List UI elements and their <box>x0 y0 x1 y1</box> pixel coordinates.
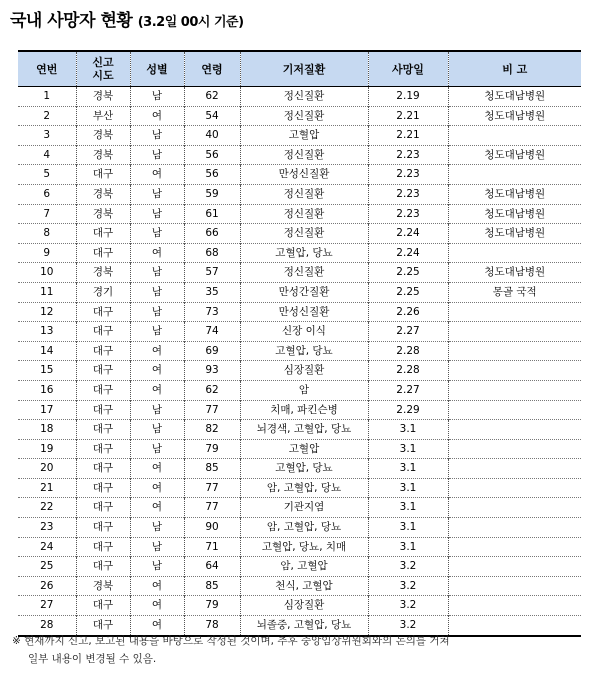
cell-col-sex: 남 <box>130 557 184 577</box>
cell-col-remark <box>448 518 581 538</box>
cell-col-date: 3.1 <box>368 498 448 518</box>
table-row <box>18 557 581 577</box>
table-row <box>18 145 581 165</box>
table-row <box>18 322 581 342</box>
cell-col-no: 10 <box>40 266 54 279</box>
cell-col-disease: 심장질환 <box>240 361 368 381</box>
cell-col-disease: 정신질환 <box>240 224 368 244</box>
cell-col-region: 대구 <box>76 439 130 459</box>
cell-col-remark <box>448 322 581 342</box>
cell-col-sex: 남 <box>130 439 184 459</box>
cell-col-remark <box>448 243 581 263</box>
cell-col-disease: 정신질환 <box>240 87 368 107</box>
cell-col-age: 64 <box>184 557 240 577</box>
cell-col-region: 경북 <box>76 576 130 596</box>
cell-col-sex: 남 <box>130 184 184 204</box>
cell-col-region: 대구 <box>76 596 130 616</box>
cell-col-disease: 뇌경색, 고혈압, 당뇨 <box>240 420 368 440</box>
cell-col-region: 경북 <box>76 126 130 146</box>
cell-col-region: 경북 <box>76 87 130 107</box>
cell-col-age: 71 <box>184 537 240 557</box>
cell-col-remark: 청도대남병원 <box>448 263 581 283</box>
cell-col-date: 2.28 <box>368 341 448 361</box>
cell-col-age: 68 <box>184 243 240 263</box>
cell-col-sex: 남 <box>130 204 184 224</box>
table-row <box>18 263 581 283</box>
table-row <box>18 361 581 381</box>
cell-col-disease: 암, 고혈압 <box>240 557 368 577</box>
table-row <box>18 341 581 361</box>
cell-col-sex: 남 <box>130 400 184 420</box>
cell-col-no: 3 <box>43 129 51 142</box>
cell-col-no: 22 <box>40 501 54 514</box>
cell-col-region: 경기 <box>76 282 130 302</box>
cell-col-no: 15 <box>40 364 54 377</box>
cell-col-disease: 정신질환 <box>240 263 368 283</box>
header-col-date: 사망일 <box>368 51 448 87</box>
header-col-age: 연령 <box>184 51 240 87</box>
cell-col-disease: 만성간질환 <box>240 282 368 302</box>
cell-col-age: 54 <box>184 106 240 126</box>
cell-col-age: 85 <box>184 576 240 596</box>
cell-col-no: 18 <box>40 423 54 436</box>
cell-col-date: 2.21 <box>368 106 448 126</box>
page-title <box>10 6 244 31</box>
cell-col-remark <box>448 439 581 459</box>
cell-col-date: 2.25 <box>368 282 448 302</box>
cell-col-age: 66 <box>184 224 240 244</box>
cell-col-region: 대구 <box>76 478 130 498</box>
header-col-remark: 비 고 <box>448 51 581 87</box>
cell-col-region: 대구 <box>76 498 130 518</box>
cell-col-age: 69 <box>184 341 240 361</box>
table-row <box>18 224 581 244</box>
cell-col-no: 21 <box>40 481 54 494</box>
cell-col-date: 2.29 <box>368 400 448 420</box>
header-col-disease: 기저질환 <box>240 51 368 87</box>
cell-col-date: 2.26 <box>368 302 448 322</box>
cell-col-disease: 정신질환 <box>240 184 368 204</box>
cell-col-region: 대구 <box>76 518 130 538</box>
title-date: (3.2일 00시 기준) <box>137 15 244 30</box>
cell-col-date: 3.2 <box>368 596 448 616</box>
cell-col-date: 2.27 <box>368 380 448 400</box>
cell-col-remark <box>448 576 581 596</box>
cell-col-sex: 남 <box>130 282 184 302</box>
cell-col-region: 대구 <box>76 341 130 361</box>
table-row <box>18 126 581 146</box>
death-table <box>18 50 581 637</box>
cell-col-remark <box>448 341 581 361</box>
table-row <box>18 596 581 616</box>
cell-col-date: 2.21 <box>368 126 448 146</box>
cell-col-region: 대구 <box>76 400 130 420</box>
cell-col-sex: 남 <box>130 87 184 107</box>
cell-col-no: 19 <box>40 442 54 455</box>
cell-col-disease: 뇌졸중, 고혈압, 당뇨 <box>240 616 368 636</box>
cell-col-no: 27 <box>40 599 54 612</box>
cell-col-date: 3.2 <box>368 576 448 596</box>
cell-col-no: 4 <box>43 148 51 161</box>
cell-col-remark: 청도대남병원 <box>448 145 581 165</box>
table-body <box>18 87 581 636</box>
cell-col-age: 78 <box>184 616 240 636</box>
cell-col-age: 79 <box>184 596 240 616</box>
cell-col-remark <box>448 557 581 577</box>
cell-col-age: 40 <box>184 126 240 146</box>
cell-col-age: 62 <box>184 87 240 107</box>
cell-col-date: 2.25 <box>368 263 448 283</box>
cell-col-no: 5 <box>43 168 51 181</box>
cell-col-no: 12 <box>40 305 54 318</box>
cell-col-date: 3.1 <box>368 459 448 479</box>
cell-col-disease: 암 <box>240 380 368 400</box>
cell-col-remark <box>448 537 581 557</box>
cell-col-remark <box>448 400 581 420</box>
cell-col-remark <box>448 459 581 479</box>
cell-col-date: 3.2 <box>368 616 448 636</box>
table-header <box>18 51 581 87</box>
cell-col-disease: 천식, 고혈압 <box>240 576 368 596</box>
cell-col-remark <box>448 498 581 518</box>
cell-col-date: 3.1 <box>368 420 448 440</box>
cell-col-date: 3.1 <box>368 439 448 459</box>
cell-col-sex: 여 <box>130 596 184 616</box>
cell-col-sex: 여 <box>130 341 184 361</box>
cell-col-sex: 여 <box>130 498 184 518</box>
cell-col-region: 대구 <box>76 302 130 322</box>
cell-col-disease: 암, 고혈압, 당뇨 <box>240 518 368 538</box>
cell-col-age: 77 <box>184 498 240 518</box>
cell-col-no: 1 <box>43 90 51 102</box>
cell-col-date: 2.28 <box>368 361 448 381</box>
cell-col-region: 대구 <box>76 361 130 381</box>
cell-col-disease: 고혈압, 당뇨 <box>240 341 368 361</box>
cell-col-region: 대구 <box>76 165 130 185</box>
cell-col-region: 경북 <box>76 204 130 224</box>
title-text: 국내 사망자 현황 <box>10 11 133 31</box>
footnote-line-2: 일부 내용이 변경될 수 있음. <box>28 653 157 665</box>
cell-col-date: 3.2 <box>368 557 448 577</box>
cell-col-date: 2.24 <box>368 243 448 263</box>
cell-col-region: 대구 <box>76 459 130 479</box>
table-row <box>18 302 581 322</box>
cell-col-age: 61 <box>184 204 240 224</box>
cell-col-no: 14 <box>40 344 54 357</box>
cell-col-age: 77 <box>184 478 240 498</box>
table-row <box>18 459 581 479</box>
cell-col-age: 77 <box>184 400 240 420</box>
cell-col-remark <box>448 420 581 440</box>
cell-col-region: 대구 <box>76 224 130 244</box>
cell-col-disease: 신장 이식 <box>240 322 368 342</box>
cell-col-region: 부산 <box>76 106 130 126</box>
cell-col-disease: 치매, 파킨슨병 <box>240 400 368 420</box>
cell-col-date: 2.23 <box>368 145 448 165</box>
cell-col-sex: 여 <box>130 478 184 498</box>
cell-col-remark <box>448 165 581 185</box>
cell-col-age: 74 <box>184 322 240 342</box>
cell-col-sex: 남 <box>130 322 184 342</box>
cell-col-date: 3.1 <box>368 537 448 557</box>
cell-col-sex: 여 <box>130 380 184 400</box>
cell-col-disease: 고혈압 <box>240 126 368 146</box>
cell-col-disease: 만성신질환 <box>240 165 368 185</box>
cell-col-region: 경북 <box>76 145 130 165</box>
footnote <box>12 632 587 668</box>
cell-col-age: 90 <box>184 518 240 538</box>
cell-col-no: 26 <box>40 579 54 592</box>
cell-col-remark <box>448 302 581 322</box>
cell-col-sex: 여 <box>130 616 184 636</box>
cell-col-region: 대구 <box>76 557 130 577</box>
cell-col-remark <box>448 478 581 498</box>
table-row <box>18 420 581 440</box>
cell-col-no: 28 <box>40 619 54 632</box>
cell-col-remark: 청도대남병원 <box>448 106 581 126</box>
cell-col-no: 25 <box>40 560 54 573</box>
cell-col-age: 62 <box>184 380 240 400</box>
cell-col-remark: 청도대남병원 <box>448 184 581 204</box>
table-row <box>18 380 581 400</box>
cell-col-remark <box>448 126 581 146</box>
cell-col-sex: 남 <box>130 302 184 322</box>
table-row <box>18 518 581 538</box>
table-row <box>18 243 581 263</box>
cell-col-sex: 남 <box>130 126 184 146</box>
cell-col-no: 20 <box>40 462 54 475</box>
cell-col-remark: 청도대남병원 <box>448 204 581 224</box>
table-row <box>18 478 581 498</box>
cell-col-disease: 정신질환 <box>240 145 368 165</box>
table-row <box>18 106 581 126</box>
cell-col-disease: 심장질환 <box>240 596 368 616</box>
cell-col-age: 59 <box>184 184 240 204</box>
cell-col-date: 2.23 <box>368 165 448 185</box>
cell-col-disease: 암, 고혈압, 당뇨 <box>240 478 368 498</box>
cell-col-no: 2 <box>43 109 51 122</box>
cell-col-date: 3.1 <box>368 518 448 538</box>
cell-col-disease: 고혈압, 당뇨 <box>240 459 368 479</box>
cell-col-date: 2.23 <box>368 204 448 224</box>
header-col-region: 신고 시도 <box>76 51 130 87</box>
cell-col-remark <box>448 596 581 616</box>
cell-col-no: 7 <box>43 207 51 220</box>
cell-col-age: 35 <box>184 282 240 302</box>
cell-col-remark: 청도대남병원 <box>448 87 581 107</box>
footnote-line-1: ※ 현재까지 신고, 보고된 내용을 바탕으로 작성된 것이며, 추후 중앙임상위원회와의 논의를 거쳐 <box>12 635 450 647</box>
cell-col-disease: 정신질환 <box>240 204 368 224</box>
cell-col-disease: 고혈압, 당뇨 <box>240 243 368 263</box>
cell-col-age: 56 <box>184 145 240 165</box>
table-row <box>18 282 581 302</box>
cell-col-no: 13 <box>40 325 54 338</box>
table-row <box>18 400 581 420</box>
header-col-sex: 성별 <box>130 51 184 87</box>
cell-col-region: 대구 <box>76 243 130 263</box>
cell-col-sex: 여 <box>130 361 184 381</box>
cell-col-disease: 고혈압, 당뇨, 치매 <box>240 537 368 557</box>
cell-col-sex: 남 <box>130 537 184 557</box>
cell-col-region: 경북 <box>76 263 130 283</box>
cell-col-no: 8 <box>43 227 51 240</box>
cell-col-disease: 고혈압 <box>240 439 368 459</box>
cell-col-disease: 만성신질환 <box>240 302 368 322</box>
cell-col-region: 대구 <box>76 420 130 440</box>
cell-col-disease: 정신질환 <box>240 106 368 126</box>
cell-col-age: 85 <box>184 459 240 479</box>
cell-col-sex: 여 <box>130 165 184 185</box>
cell-col-sex: 남 <box>130 420 184 440</box>
cell-col-disease: 기관지염 <box>240 498 368 518</box>
cell-col-no: 23 <box>40 521 54 534</box>
cell-col-region: 대구 <box>76 322 130 342</box>
cell-col-age: 79 <box>184 439 240 459</box>
cell-col-date: 3.1 <box>368 478 448 498</box>
cell-col-sex: 남 <box>130 263 184 283</box>
cell-col-age: 82 <box>184 420 240 440</box>
cell-col-age: 56 <box>184 165 240 185</box>
cell-col-date: 2.27 <box>368 322 448 342</box>
cell-col-region: 경북 <box>76 184 130 204</box>
cell-col-sex: 여 <box>130 576 184 596</box>
cell-col-sex: 남 <box>130 145 184 165</box>
table-row <box>18 204 581 224</box>
cell-col-no: 6 <box>43 187 51 200</box>
cell-col-no: 16 <box>40 383 54 396</box>
table-row <box>18 87 581 107</box>
cell-col-sex: 남 <box>130 224 184 244</box>
cell-col-region: 대구 <box>76 380 130 400</box>
cell-col-region: 대구 <box>76 616 130 636</box>
cell-col-sex: 여 <box>130 243 184 263</box>
cell-col-remark: 몽골 국적 <box>448 282 581 302</box>
cell-col-sex: 남 <box>130 518 184 538</box>
table-row <box>18 439 581 459</box>
table-row <box>18 184 581 204</box>
table-row <box>18 165 581 185</box>
cell-col-date: 2.24 <box>368 224 448 244</box>
cell-col-no: 24 <box>40 540 54 553</box>
cell-col-date: 2.19 <box>368 87 448 107</box>
table-row <box>18 576 581 596</box>
cell-col-date: 2.23 <box>368 184 448 204</box>
cell-col-age: 57 <box>184 263 240 283</box>
cell-col-age: 93 <box>184 361 240 381</box>
cell-col-sex: 여 <box>130 459 184 479</box>
cell-col-remark <box>448 380 581 400</box>
table-row <box>18 498 581 518</box>
cell-col-no: 17 <box>40 403 54 416</box>
header-col-no: 연번 <box>18 51 76 87</box>
cell-col-region: 대구 <box>76 537 130 557</box>
cell-col-remark <box>448 361 581 381</box>
cell-col-remark: 청도대남병원 <box>448 224 581 244</box>
cell-col-age: 73 <box>184 302 240 322</box>
cell-col-sex: 여 <box>130 106 184 126</box>
table-row <box>18 537 581 557</box>
cell-col-no: 9 <box>43 246 51 259</box>
cell-col-no: 11 <box>40 285 54 298</box>
